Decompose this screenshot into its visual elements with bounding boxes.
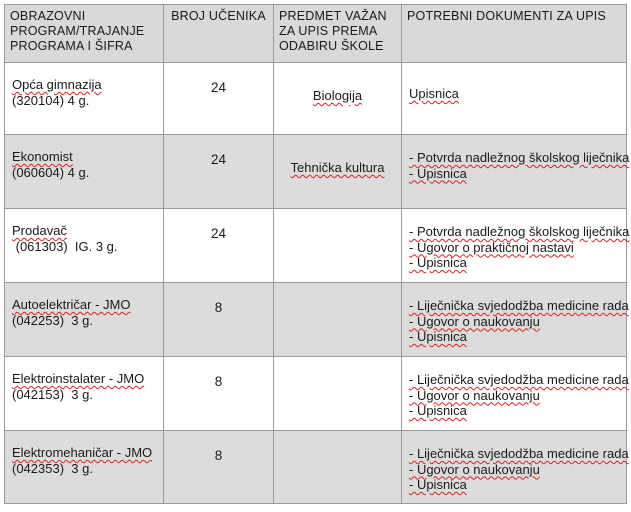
subject-cell <box>274 63 402 135</box>
program-name: Opća gimnazija <box>12 77 102 92</box>
subject-cell <box>274 135 402 209</box>
program-cell <box>5 209 164 283</box>
documents-cell <box>402 63 627 135</box>
document-item: - Upisnica <box>409 165 467 181</box>
subject-cell <box>274 431 402 504</box>
header-subject: PREDMET VAŽAN ZA UPIS PREMA ODABIRU ŠKOLE <box>274 5 402 63</box>
subject-cell <box>274 283 402 357</box>
subject-text: Biologija <box>312 88 363 103</box>
program-name: Elektromehaničar - JMO <box>12 445 153 460</box>
document-item: - Upisnica <box>409 403 467 418</box>
students-count: 24 <box>210 152 227 167</box>
documents-cell <box>402 357 627 431</box>
table-row <box>5 283 627 357</box>
document-item: - Potvrda nadležnog školskog liječnika <box>409 224 630 239</box>
program-code: (060604) 4 g. <box>12 164 90 180</box>
document-item: - Liječnička svjedodžba medicine rada <box>409 446 629 461</box>
students-cell <box>164 283 274 357</box>
program-name: Ekonomist <box>12 149 73 164</box>
documents-cell <box>402 431 627 504</box>
program-code: (042353) 3 g. <box>12 460 93 476</box>
program-name: Prodavač <box>12 223 67 238</box>
program-name: Autoelektričar - JMO <box>12 297 131 312</box>
documents-cell <box>402 209 630 283</box>
subject-text: Tehnička kultura <box>290 160 385 175</box>
document-item: - Ugovor o naukovanju <box>409 313 540 329</box>
document-item: Upisnica <box>409 86 459 101</box>
enrollment-table <box>4 4 630 504</box>
students-count: 8 <box>214 300 223 315</box>
document-item: - Potvrda nadležnog školskog liječnika <box>409 150 630 165</box>
table-row <box>5 209 627 283</box>
students-count: 24 <box>210 226 227 241</box>
program-code: (042153) 3 g. <box>12 386 93 402</box>
document-item: - Ugovor o naukovanju <box>409 387 540 403</box>
document-item: - Liječnička svjedodžba medicine rada <box>409 298 629 313</box>
header-students: BROJ UČENIKA <box>164 5 274 63</box>
program-cell <box>5 283 164 357</box>
table-row <box>5 135 627 209</box>
program-name: Elektroinstalater - JMO <box>12 371 145 386</box>
document-item: - Liječnička svjedodžba medicine rada <box>409 372 629 387</box>
document-item: - Upisnica <box>409 255 467 270</box>
program-code: (042253) 3 g. <box>12 312 93 328</box>
document-item: - Ugovor o praktičnoj nastavi <box>409 239 574 255</box>
subject-cell <box>274 357 402 431</box>
students-count: 24 <box>210 80 227 95</box>
table-row <box>5 431 627 504</box>
program-cell <box>5 135 164 209</box>
students-count: 8 <box>214 448 223 463</box>
program-cell <box>5 357 164 431</box>
documents-cell <box>402 135 630 209</box>
table-row <box>5 63 627 135</box>
program-code: (061303) IG. 3 g. <box>12 238 118 254</box>
document-item: - Upisnica <box>409 329 467 344</box>
table-row <box>5 357 627 431</box>
subject-cell <box>274 209 402 283</box>
document-item: - Ugovor o naukovanju <box>409 461 540 477</box>
students-cell <box>164 135 274 209</box>
document-item: - Upisnica <box>409 477 467 492</box>
students-count: 8 <box>214 374 223 389</box>
students-cell <box>164 357 274 431</box>
documents-cell <box>402 283 627 357</box>
program-code: (320104) 4 g. <box>12 92 90 108</box>
students-cell <box>164 209 274 283</box>
program-cell <box>5 431 164 504</box>
table-header-row <box>5 5 627 63</box>
students-cell <box>164 431 274 504</box>
header-documents: POTREBNI DOKUMENTI ZA UPIS <box>402 5 627 63</box>
header-program: OBRAZOVNI PROGRAM/TRAJANJE PROGRAMA I ŠIFRA <box>5 5 164 63</box>
program-cell <box>5 63 164 135</box>
students-cell <box>164 63 274 135</box>
